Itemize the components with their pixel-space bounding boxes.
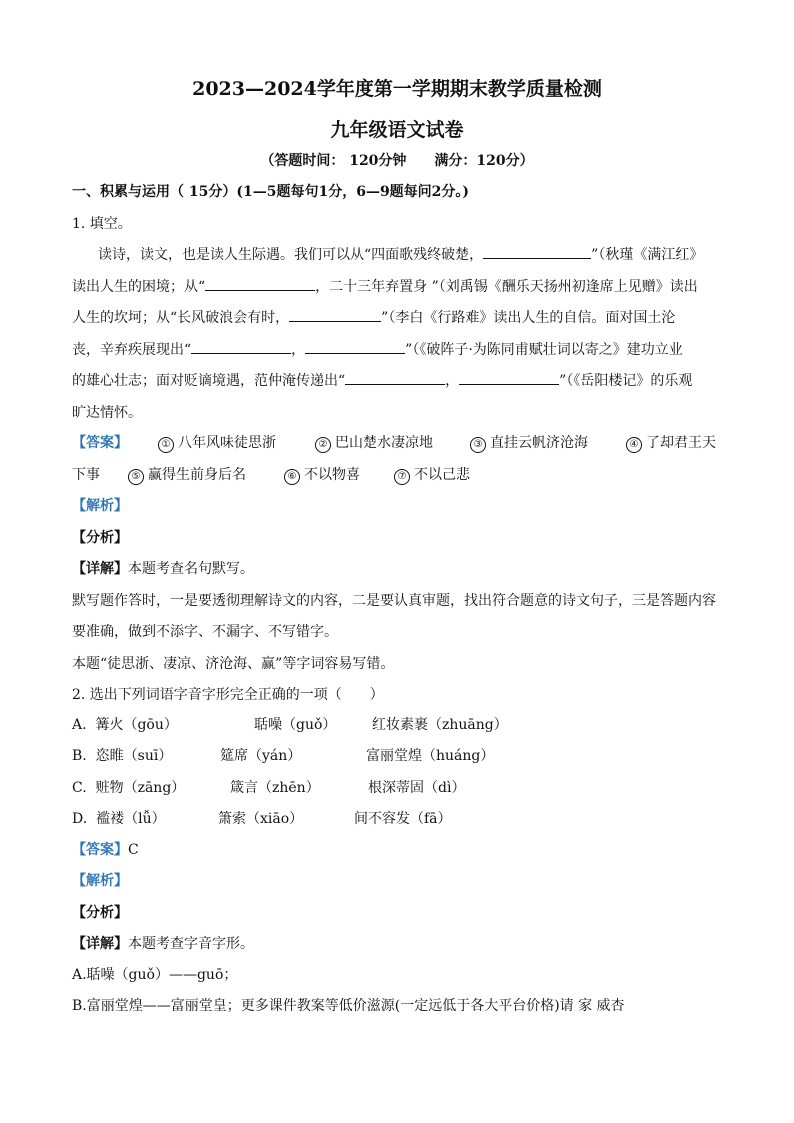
- q1-line3: 人生的坎坷；从“长风破浪会有时， ”（李白《行路难》读出人生的自信。面对国土沦: [72, 307, 675, 327]
- q1-number: 1. 填空。: [72, 216, 132, 232]
- q1-jiexi: 【解析】: [72, 498, 128, 514]
- q2-option-b: B. 恣睢（suī）: [72, 748, 173, 764]
- exam-info: （答题时间： 120分钟 满分：120分）: [260, 153, 534, 169]
- q1-fenxi: 【分析】: [72, 530, 128, 546]
- q2-fenxi: 【分析】: [72, 905, 128, 921]
- blank-7: [459, 370, 559, 385]
- blank-4: [191, 339, 291, 354]
- answer-2: ② 巴山楚水凄凉地: [315, 432, 433, 453]
- q2-option-a: A. 篝火（gōu）: [72, 717, 178, 733]
- q2-option-b-w3: 富丽堂煌（huáng）: [366, 748, 495, 764]
- answer-5: ⑤ 赢得生前身后名: [128, 464, 246, 485]
- blank-6: [345, 370, 445, 385]
- exam-title: 2023—2024学年度第一学期期末教学质量检测: [192, 78, 602, 100]
- q2-xiangjie: 【详解】本题考查字音字形。: [72, 936, 254, 952]
- q1-line6: 旷达情怀。: [72, 405, 142, 421]
- q1-xiangjie: 【详解】本题考查名句默写。: [72, 561, 254, 577]
- answer-4-cont: 下事: [72, 467, 100, 483]
- q1-line1: 读诗，读文，也是读人生际遇。我们可以从“四面歌残终破楚， ”（秋瑾《满江红》: [98, 244, 703, 264]
- q2-line-a: A.聒噪（guǒ）——guō；: [72, 967, 238, 983]
- blank-2: [205, 276, 315, 291]
- q2-option-d-w3: 间不容发（fā）: [354, 811, 452, 827]
- blank-5: [305, 339, 405, 354]
- q2-jiexi: 【解析】: [72, 873, 128, 889]
- blank-3: [289, 307, 381, 322]
- answer-6: ⑥ 不以物喜: [284, 464, 360, 485]
- q2-option-c: C. 赃物（zāng）: [72, 780, 186, 796]
- q2-option-c-w2: 箴言（zhēn）: [230, 780, 320, 796]
- q1-line4: 丧，辛弃疾展现出“ ， ”（《破阵子·为陈同甫赋壮词以寄之》建功立业: [72, 339, 683, 359]
- q1-para3: 本题“徒思浙、凄凉、济沧海、赢”等字词容易写错。: [72, 656, 395, 672]
- answer-7: ⑦ 不以己悲: [394, 464, 470, 485]
- q2-answer: 【答案】C: [72, 842, 139, 858]
- q1-para1: 默写题作答时，一是要透彻理解诗文的内容，二是要认真审题，找出符合题意的诗文句子，三是答题内容: [72, 593, 716, 609]
- section-heading: 一、积累与运用（ 15分）(1—5题每句1分，6—9题每问2分。): [72, 184, 470, 200]
- q1-para2: 要准确，做到不添字、不漏字、不写错字。: [72, 624, 338, 640]
- answer-1: ① 八年风味徒思浙: [158, 432, 276, 453]
- q2-option-d-w2: 箫索（xiāo）: [218, 811, 304, 827]
- q1-line5: 的雄心壮志；面对贬谪境遇，范仲淹传递出“ ， ”（《岳阳楼记》的乐观: [72, 370, 692, 390]
- q2-option-a-w3: 红妆素裹（zhuāng）: [372, 717, 508, 733]
- blank-1: [483, 244, 591, 259]
- q2-option-d: D. 褴褛（lǚ）: [72, 811, 166, 827]
- q2-line-b: B.富丽堂煌——富丽堂皇；更多课件教案等低价滋源(一定远低于各大平台价格)请 家 威杏: [72, 998, 625, 1014]
- q2-stem: 2. 选出下列词语字音字形完全正确的一项（ ）: [72, 687, 384, 703]
- q2-option-b-w2: 筵席（yán）: [220, 748, 302, 764]
- q2-option-a-w2: 聒噪（guǒ）: [254, 717, 337, 733]
- answer-3: ③ 直挂云帆济沧海: [470, 432, 588, 453]
- answer-4: ④ 了却君王天: [626, 432, 716, 453]
- q1-line2: 读出人生的困境；从“ ，二十三年弃置身 ”（刘禹锡《酬乐天扬州初逢席上见赠》读出: [72, 276, 698, 296]
- q1-answer-tag: 【答案】: [72, 435, 128, 451]
- exam-subtitle: 九年级语文试卷: [330, 119, 464, 141]
- q2-option-c-w3: 根深蒂固（dì）: [368, 780, 466, 796]
